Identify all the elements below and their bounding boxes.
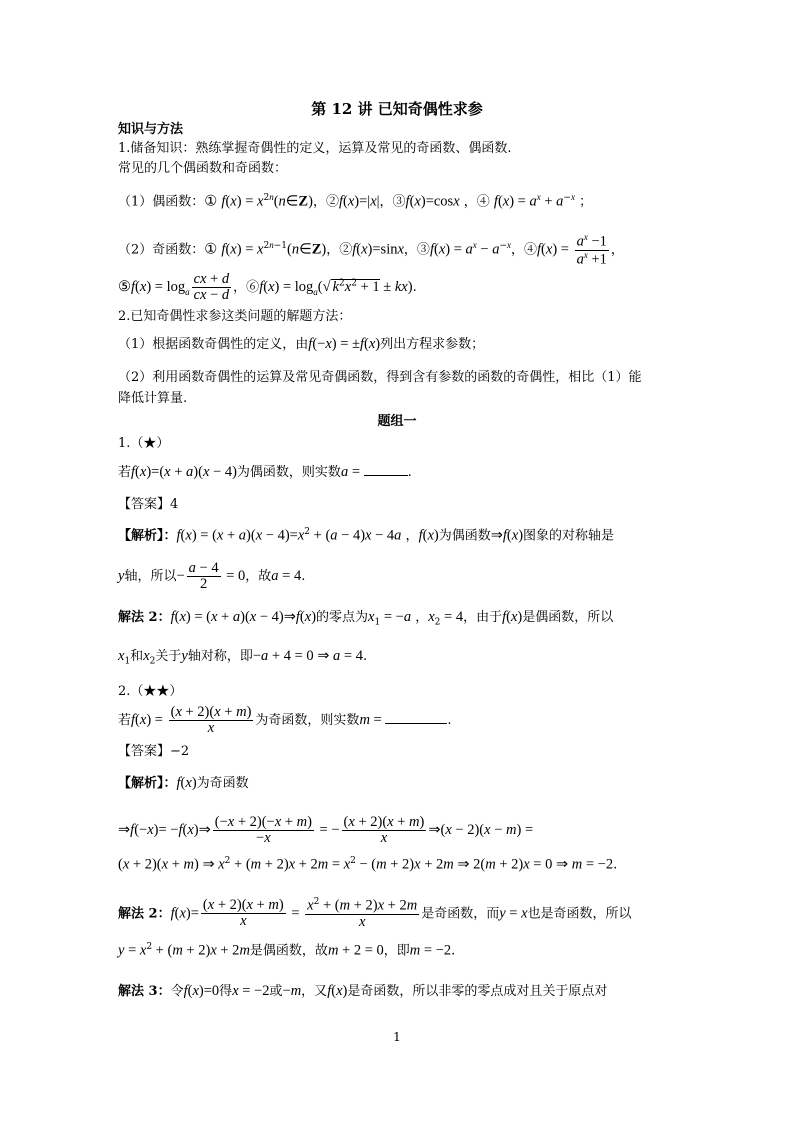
method-line-2: （2）利用函数奇偶性的运算及常见奇偶函数，得到含有参数的函数的奇偶性，相比（1）能 bbox=[118, 370, 642, 385]
q2-method3-line: 解法 3：令f(x)=0得x = −2或−m，又f(x)是奇函数，所以非零的零点成对且关于原点对 bbox=[118, 983, 608, 999]
q2-solution-line-1: 【解析】：f(x)为奇函数 bbox=[118, 775, 249, 791]
q1-solution-line-1: 【解析】：$f(x) = (x + a)(x - 4)=x^2 + (a - 4)x - 4a$ ，f(x)为偶函数⇒f(x)图象的对称轴是 bbox=[118, 527, 615, 544]
even-label: （1）偶函数： bbox=[118, 194, 205, 210]
q1-label: 1.（★） bbox=[118, 436, 170, 451]
q1-answer: 【答案】4 bbox=[118, 497, 179, 512]
q2-solution-line-3: (x + 2)(x + m) ⇒ $x^2 + (m + 2)x + 2m = x^2 - (m + 2)x + 2m$ ⇒ 2(m + 2)x = 0 ⇒ m = −2. bbox=[118, 856, 618, 873]
q2-stem: 若f(x) = $\frac{(x + 2)(x + m)}{x}$ 为奇函数，则实数m = . bbox=[118, 704, 452, 737]
odd-functions-line-2: ⑤f(x) = $\log_a$ $\frac{cx + d}{cx - d}$ ，⑥f(x) = $\log_a(√$ $k^2x^2 + 1 \pm kx$). bbox=[118, 271, 417, 304]
q2-method2-line-2: $y = x^2 + (m + 2)x + 2m$是偶函数，故m + 2 = 0，即m = −2. bbox=[118, 942, 456, 959]
q1-method2-line-1: 解法 2：f(x) = (x + a)(x − 4)⇒f(x)的零点为$x_1 = -a$ ，$x_2 = 4$，由于f(x)是偶函数，所以 bbox=[118, 609, 614, 628]
group-heading: 题组一 bbox=[377, 414, 417, 429]
q1-solution-line-2: y轴，所以− $\frac{a - 4}{2}$ = 0，故a = 4. bbox=[118, 560, 306, 593]
page-title: 第 12 讲 已知奇偶性求参 bbox=[311, 100, 483, 118]
q2-label: 2.（★★） bbox=[118, 684, 183, 699]
page-number: 1 bbox=[393, 1030, 401, 1044]
odd-label: （2）奇函数： bbox=[118, 242, 205, 258]
q2-method2-line-1: 解法 2：f(x)= $\frac{(x + 2)(x + m)}{x}$ = $\frac{x^2 + (m + 2)x + 2m}{x}$ 是奇函数，而y = x也是奇函数，所以 bbox=[118, 897, 632, 930]
section-heading: 知识与方法 bbox=[118, 122, 184, 137]
method-heading: 2.已知奇偶性求参这类问题的解题方法： bbox=[118, 309, 352, 324]
odd-functions-line: （2）奇函数：① $f(x) = x^{2n-1}(n\in Z)$，②f(x)=sinx，③f(x) = $a^x - a^{-x}$，④f(x) = $\frac{a^x -1}{a^x +1}$ ， bbox=[118, 232, 624, 267]
q1-stem: 若f(x)=(x + a)(x − 4)为偶函数，则实数a = . bbox=[118, 464, 412, 480]
method-line-3: 降低计算量. bbox=[118, 391, 188, 406]
method-line-1: （1）根据函数奇偶性的定义，由f(−x) = ±f(x)列出方程求参数； bbox=[118, 336, 485, 352]
even-functions-line: （1）偶函数：① $f(x) = x^{2n}(n\in Z)$，②f(x)=|x|，③f(x)=cosx ，④ $f(x) = a^x + a^{-x}$ ； bbox=[118, 192, 593, 210]
knowledge-line-2: 常见的几个偶函数和奇函数： bbox=[118, 161, 288, 176]
q2-answer: 【答案】−2 bbox=[118, 744, 190, 759]
knowledge-line-1: 1.储备知识：熟练掌握奇偶性的定义，运算及常见的奇函数、偶函数. bbox=[118, 141, 512, 156]
q1-method2-line-2: $x_1$和$x_2$关于y轴对称，即−a + 4 = 0 ⇒ a = 4. bbox=[118, 648, 368, 667]
q2-solution-line-2: ⇒f(−x)= −f(x)⇒ $\frac{(-x + 2)(-x + m)}{-x}$ = − $\frac{(x + 2)(x + m)}{x}$ ⇒(x − 2)(x − m) = bbox=[118, 814, 534, 847]
